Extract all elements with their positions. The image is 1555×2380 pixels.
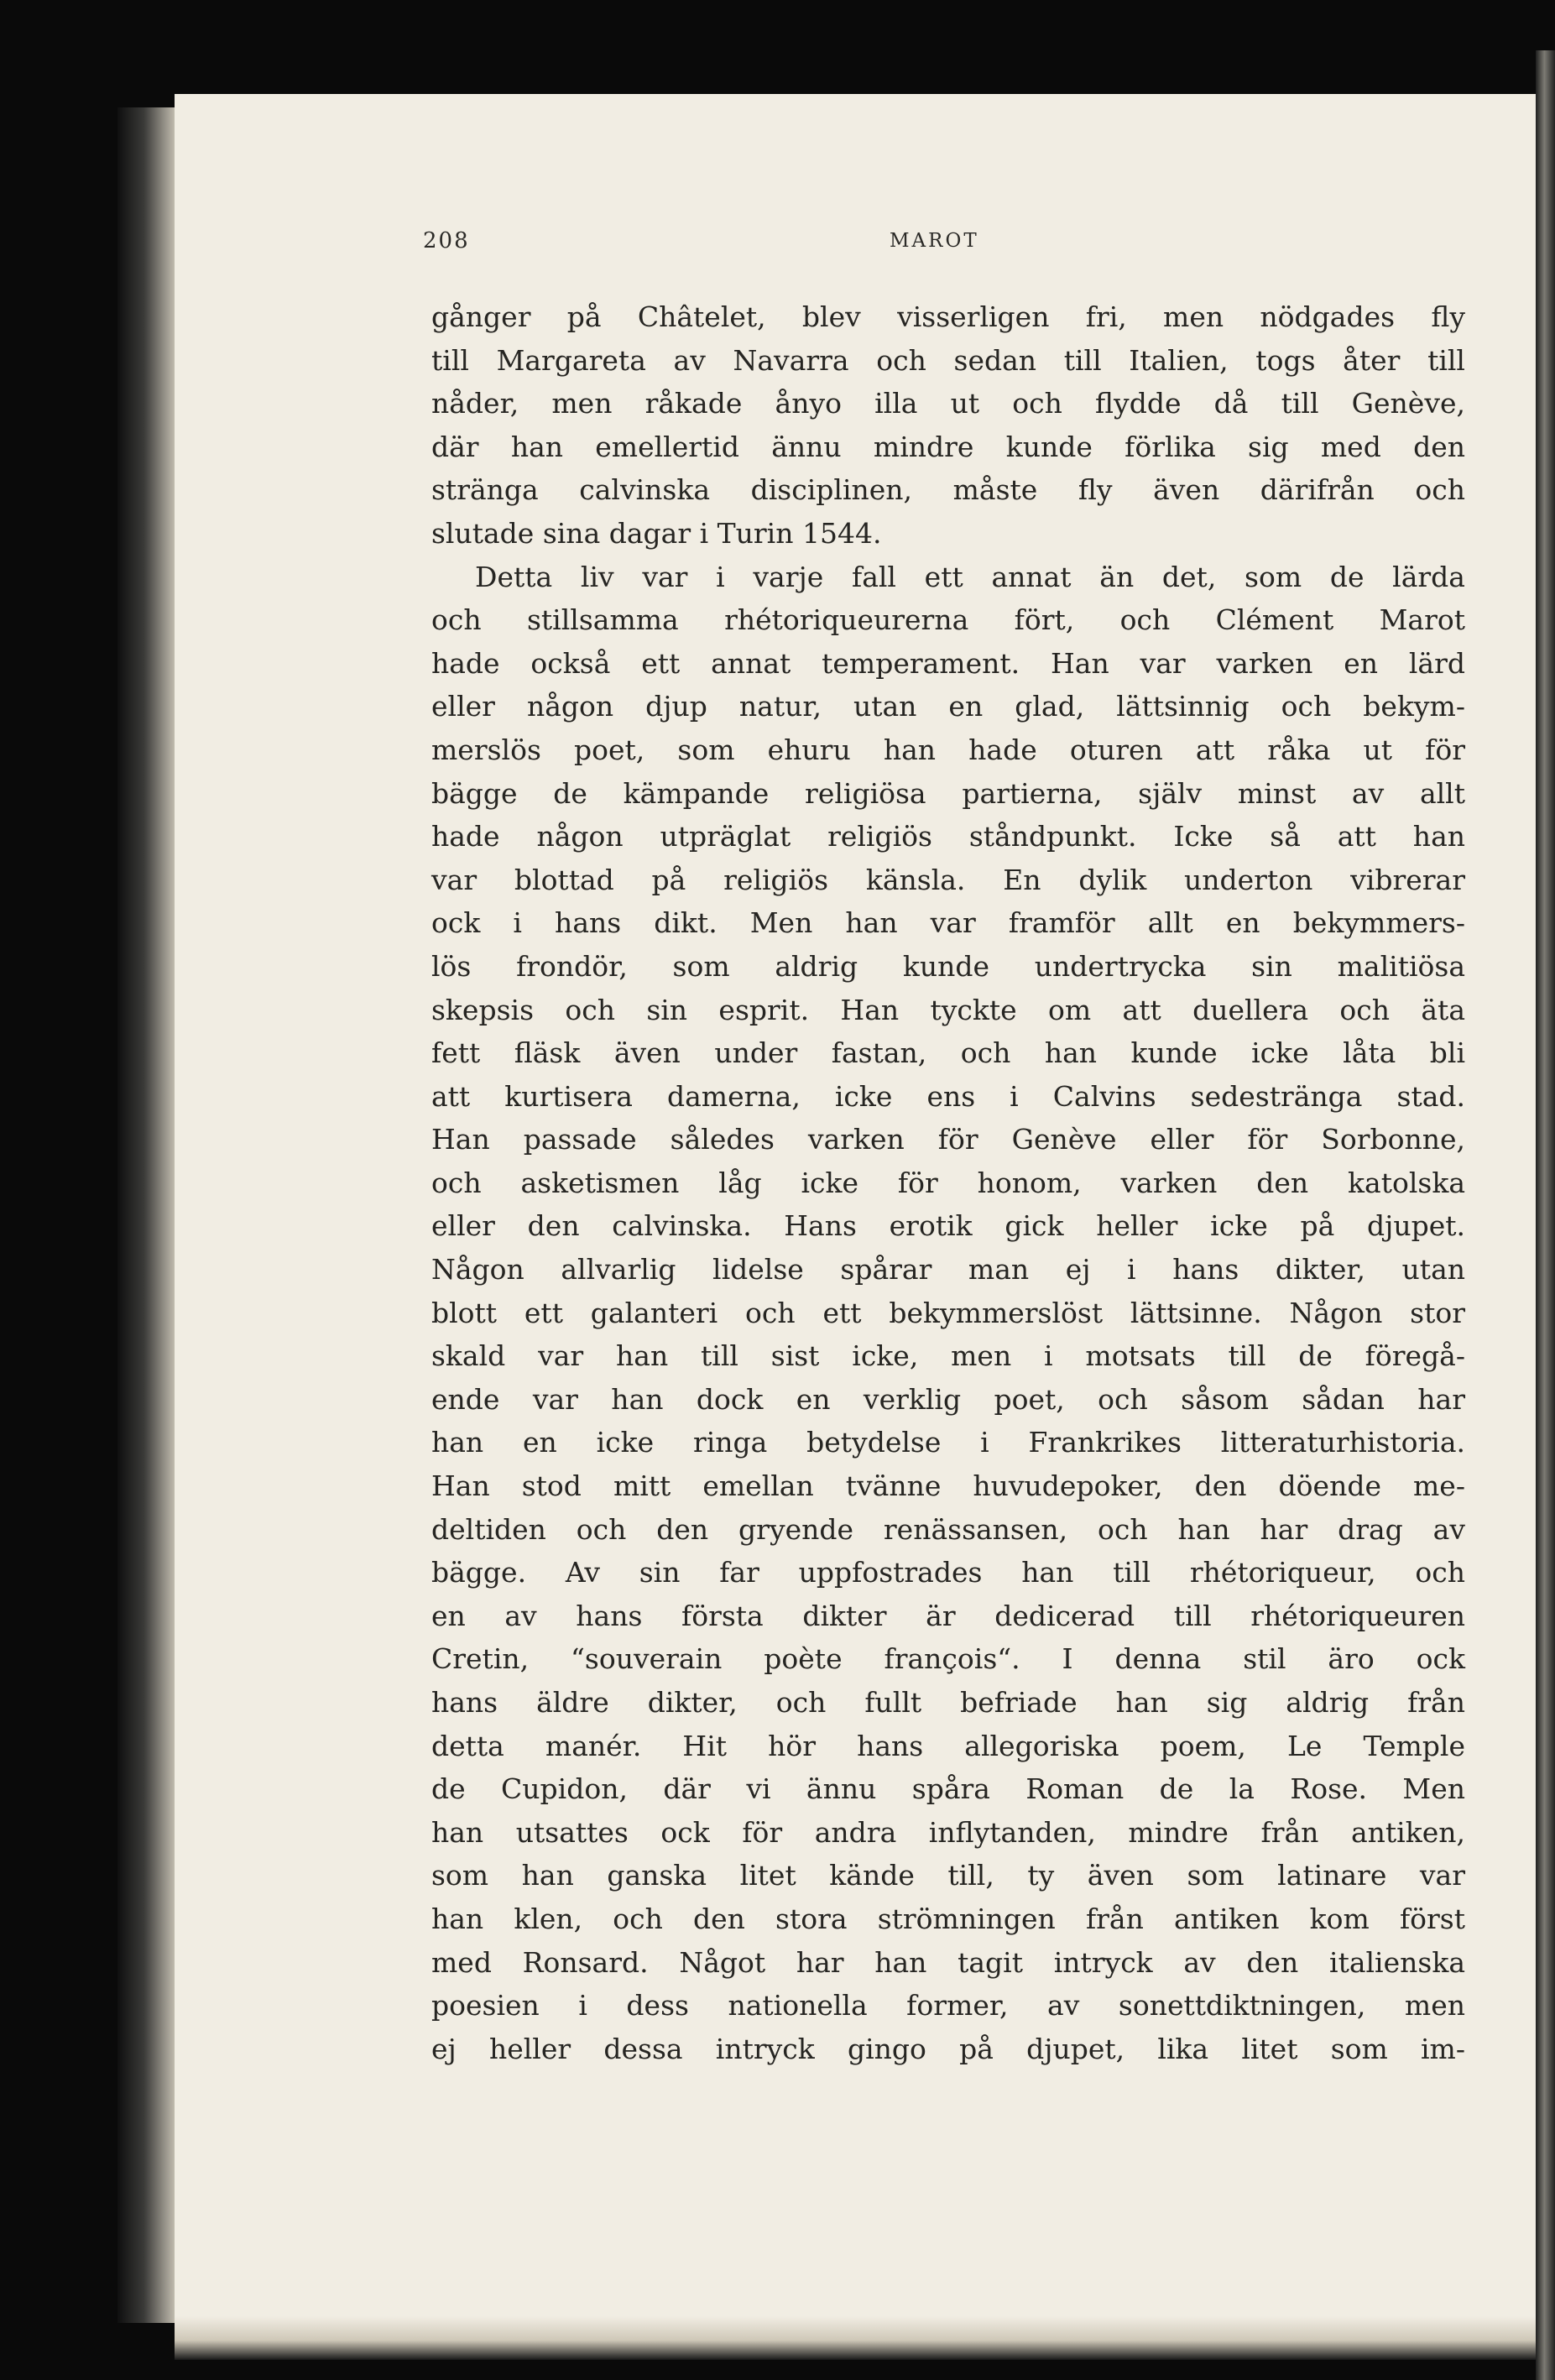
text-line: de Cupidon, där vi ännu spåra Roman de la Rose. Men <box>431 1772 1465 1806</box>
page-stack-edge <box>1536 50 1555 2380</box>
text-line: ock i hans dikt. Men han var framför allt en bekymmers- <box>431 906 1465 940</box>
text-line: nåder, men råkade ånyo illa ut och flydde då till Genève, <box>431 387 1465 420</box>
text-line: hade också ett annat temperament. Han var varken en lärd <box>431 646 1465 680</box>
text-line: Cretin, “souverain poète françois“. I denna stil äro ock <box>431 1642 1465 1676</box>
text-line: Han passade således varken för Genève eller för Sorbonne, <box>431 1123 1465 1156</box>
text-line: skepsis och sin esprit. Han tyckte om att duellera och äta <box>431 993 1465 1026</box>
text-line: ende var han dock en verklig poet, och såsom sådan har <box>431 1382 1465 1416</box>
running-head: MAROT <box>890 230 979 252</box>
text-line: eller den calvinska. Hans erotik gick heller icke på djupet. <box>431 1209 1465 1243</box>
text-line: där han emellertid ännu mindre kunde förlika sig med den <box>431 430 1465 463</box>
text-line: slutade sina dagar i Turin 1544. <box>431 516 882 550</box>
text-line: och asketismen låg icke för honom, varken den katolska <box>431 1166 1465 1199</box>
text-line: skald var han till sist icke, men i motsats till de föregå- <box>431 1339 1465 1373</box>
text-line: med Ronsard. Något har han tagit intryck av den italienska <box>431 1945 1465 1979</box>
text-line: merslös poet, som ehuru han hade oturen att råka ut för <box>431 733 1465 766</box>
text-line: som han ganska litet kände till, ty även som latinare var <box>431 1859 1465 1892</box>
text-line: han en icke ringa betydelse i Frankrikes litteraturhistoria. <box>431 1426 1465 1459</box>
text-line: och stillsamma rhétoriqueurerna fört, och Clément Marot <box>431 603 1465 637</box>
text-line: till Margareta av Navarra och sedan till Italien, togs åter till <box>431 343 1465 377</box>
text-line: eller någon djup natur, utan en glad, lättsinnig och bekym- <box>431 690 1465 723</box>
text-line: poesien i dess nationella former, av sonettdiktningen, men <box>431 1989 1465 2022</box>
text-line: stränga calvinska disciplinen, måste fly även därifrån och <box>431 473 1465 507</box>
text-line: hans äldre dikter, och fullt befriade han sig aldrig från <box>431 1686 1465 1719</box>
text-line: detta manér. Hit hör hans allegoriska poem, Le Temple <box>431 1729 1465 1762</box>
text-line: att kurtisera damerna, icke ens i Calvins sedestränga stad. <box>431 1079 1465 1113</box>
text-line: deltiden och den gryende renässansen, och han har drag av <box>431 1512 1465 1546</box>
text-line: lös frondör, som aldrig kunde undertrycka sin malitiösa <box>431 949 1465 983</box>
text-line: var blottad på religiös känsla. En dylik underton vibrerar <box>431 863 1465 896</box>
text-line: bägge de kämpande religiösa partierna, själv minst av allt <box>431 776 1465 810</box>
text-line: ej heller dessa intryck gingo på djupet, lika litet som im- <box>431 2032 1465 2065</box>
paragraph-start-line: Detta liv var i varje fall ett annat än det, som de lärda <box>475 560 1465 593</box>
body-text <box>431 295 1465 2070</box>
text-line: fett fläsk även under fastan, och han kunde icke låta bli <box>431 1036 1465 1070</box>
text-line: Någon allvarlig lidelse spårar man ej i hans dikter, utan <box>431 1253 1465 1287</box>
text-line: Han stod mitt emellan tvänne huvudepoker, den döende me- <box>431 1469 1465 1503</box>
page-number: 208 <box>423 228 470 253</box>
text-line: han klen, och den stora strömningen från antiken kom först <box>431 1902 1465 1935</box>
page-header <box>423 228 1027 262</box>
text-line: blott ett galanteri och ett bekymmerslöst lättsinne. Någon stor <box>431 1296 1465 1329</box>
text-line: bägge. Av sin far uppfostrades han till rhétoriqueur, och <box>431 1556 1465 1589</box>
text-line: hade någon utpräglat religiös ståndpunkt. Icke så att han <box>431 820 1465 853</box>
text-line: gånger på Châtelet, blev visserligen fri, men nödgades fly <box>431 300 1465 333</box>
page-bottom-edge <box>175 2316 1548 2360</box>
text-line: han utsattes ock för andra inflytanden, mindre från antiken, <box>431 1815 1465 1849</box>
text-line: en av hans första dikter är dedicerad till rhétoriqueuren <box>431 1599 1465 1632</box>
